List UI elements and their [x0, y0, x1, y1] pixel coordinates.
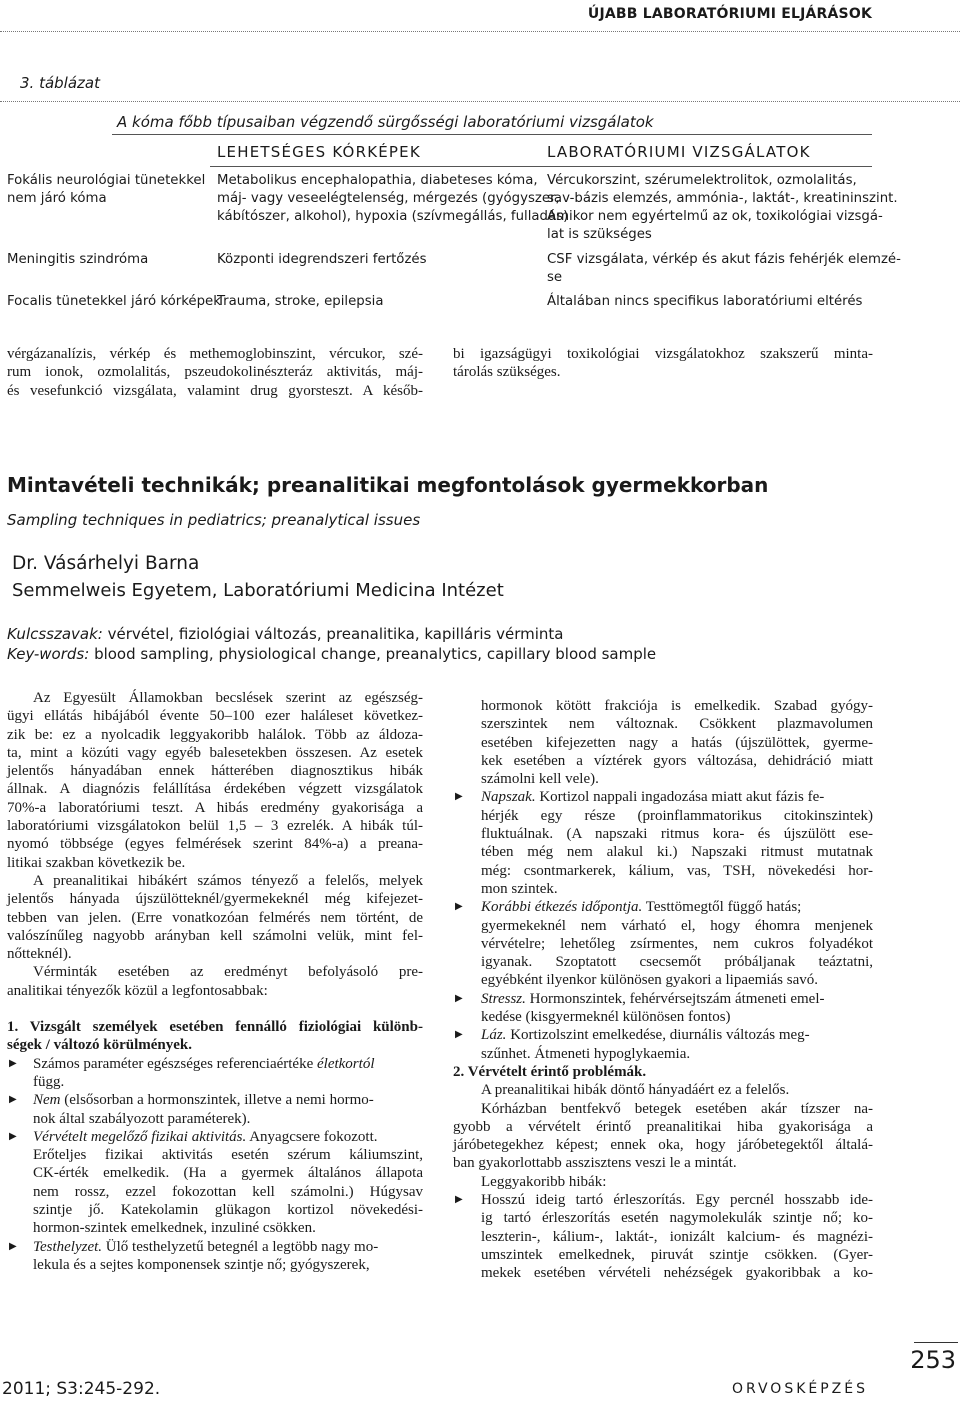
triangle-right-icon: ▶ [455, 1194, 463, 1206]
triangle-right-icon: ▶ [9, 1130, 17, 1142]
table-row-diagnosis: Központi idegrendszeri fertőzés [217, 252, 427, 267]
affiliation: Semmelweis Egyetem, Laboratóriumi Medicina Intézet [12, 580, 504, 601]
table-row-label: Fokális neurológiai tünetekkel nem járó kóma [7, 173, 206, 206]
triangle-right-icon: ▶ [455, 901, 463, 913]
table-row-lab: Vércukorszint, szérumelektrolitok, ozmolalitás, sav-bázis elemzés, ammónia-, laktát-, kreatininszint. Amikor nem egyértelmű az ok, toxikológiai vizsgá- lat is szükséges [547, 173, 898, 242]
prev-article-left: vérgázanalízis, vérkép és methemoglobinszint, vércukor, szé- rum ionok, ozmolalitás, pszeudokolinészteráz aktivitás, máj- és vesefunkció vizsgálata, valamint drug gyorsteszt. A későb- [7, 346, 423, 399]
list-item: ▶ Nem (elsősorban a hormonszintek, illetve a nemi hormo- nok által szabályozott paraméterek). [9, 1092, 374, 1127]
author: Dr. Vásárhelyi Barna [12, 553, 200, 574]
table-caption: A kóma főbb típusaiban végzendő sürgősségi laboratóriumi vizsgálatok [117, 113, 654, 131]
triangle-right-icon: ▶ [9, 1057, 17, 1069]
list-item: ▶ Testhelyzet. Ülő testhelyzetű betegnél a legtöbb nagy mo- lekula és a sejtes komponensek szintje nő; gyógyszerek, [9, 1238, 379, 1273]
section-heading: 1. Vizsgált személyek esetében fennálló fiziológiai különb- [7, 1019, 423, 1036]
list-item: ▶ Számos paraméter egészséges referenciaértéke életkortól függ. [9, 1055, 375, 1090]
header-divider [0, 31, 960, 32]
col-header-diagnoses: LEHETSÉGES KÓRKÉPEK [217, 143, 421, 161]
table-row-diagnosis: Metabolikus encephalopathia, diabeteses kóma, máj- vagy veseelégtelenség, mérgezés (gyógyszer, kábítószer, alkohol), hypoxia (szívmegállás, fulladás) [217, 173, 569, 224]
table-row-label: Focalis tünetekkel járó kórképek [7, 294, 221, 309]
header-rule [210, 166, 872, 167]
table-row-lab: Általában nincs specifikus laboratóriumi eltérés [547, 294, 863, 309]
article-subtitle: Sampling techniques in pediatrics; preanalytical issues [7, 511, 421, 529]
right-column: hormonok kötött frakciója is emelkedik. Szabad gyógy- szerszintek nem változnak. Csökkent plazmavolumen esetében kifejezetten nagy a hatás (újszülöttek, gyerme- kek esetében a víztérek gyors változása, dehidráció miatt számolni kell vele). ▶ Napszak. Kortizol nappali ingadozása miatt akut fázis fe- hérjék egy része (proinflammatorikus citokinszintek) fluktuálnak. (A napszaki ritmus kora- és újszülött ese- tében még nem alakul ki.) Napszaki ritmust mutatnak még: csontmarkerek, kálium, vas, TSH, növekedési hor- mon szintek. ▶ Korábbi étkezés időpontja. Testtömegtől függő hatás; gyermekeknél nem várható el, hogy éhomra menjenek vérvételre; lehetőleg zsírmentes, nem cukros folyadékot igyanak. Szoptatott csecsemőt próbáljanak teáztatni, egyébként ilyenkor különösen gyakori a lipaemiás savó. ▶ Stressz. Hormonszintek, fehérvérsejtszám átmeneti emel- kedése (kisgyermeknél különösen fontos) ▶ Láz. Kortizolszint emelkedése, diurnális változás meg- szűnhet. Átmeneti hypoglykaemia. 2. Vérvételt érintő problémák. A preanalitikai hibák döntő hányadáért ez a felelős. Kórházban bentfekvő betegek esetében akár tízszer na- gyobb a vérvételt érintő preanalitikai hiba gyakorisága a járóbetegekhez képest; ennek oka, hogy járóbetegektől általá- ban gyakorlottabb asszisztens veszi le a mintát. Leggyakoribb hibák: ▶ Hosszú ideig tartó érleszorítás. Egy percnél hosszabb ide- ig tartó érleszorítás esetén nagymolekulák szintje nő; ko- leszterin-, kálium-, laktát-, ionizált kalcium- és magnézi- umszintek emelkednek, piruvát szintje csökken. (Gyer- mekek esetében vérvételi nehézségek gyakoribbak a ko- [453, 698, 873, 1282]
citation: 2011; S3:245-292. [2, 1379, 161, 1399]
list-item: ▶ Korábbi étkezés időpontja. Testtömegtől függő hatás; gyermekeknél nem várható el, hogy éhomra menjenek vérvételre; lehetőleg zsírmentes, nem cukros folyadékot igyanak. Szoptatott csecsemőt próbáljanak teáztatni, egyébként ilyenkor különösen gyakori a lipaemiás savó. [455, 899, 873, 989]
section-heading: ségek / változó körülmények. [7, 1037, 192, 1054]
keywords-hu: Kulcsszavak: vérvétel, fiziológiai változás, preanalitika, kapilláris vérminta [7, 625, 564, 643]
paragraph: Az Egyesült Államokban becslések szerint az egészség- [33, 690, 423, 706]
triangle-right-icon: ▶ [455, 1029, 463, 1041]
col-header-lab-tests: LABORATÓRIUMI VIZSGÁLATOK [547, 143, 811, 161]
table-label: 3. táblázat [20, 74, 100, 92]
page-number: 253 [910, 1346, 956, 1374]
triangle-right-icon: ▶ [9, 1240, 17, 1252]
table-row-lab: CSF vizsgálata, vérkép és akut fázis fehérjék elemzé- se [547, 252, 901, 285]
table-row-diagnosis: Trauma, stroke, epilepsia [217, 294, 384, 309]
paragraph: hormonok kötött frakciója is emelkedik. Szabad gyógy- szerszintek nem változnak. Csökkent plazmavolumen esetében kifejezetten nagy a hatás (újszülöttek, gyerme- kek esetében a víztérek gyors változása, dehidráció miatt számolni kell vele). [481, 698, 873, 788]
table-divider [0, 101, 960, 102]
list-item: ▶ Vérvételt megelőző fizikai aktivitás. Anyagcsere fokozott. Erőteljes fizikai aktivitás esetén szérum káliumszint, CK-érték emelkedik. (Ha a gyermek általános állapota nem rossz, ezzel fokozottan kell számolni.) Húgysav szintje jő. Katekolamin glükagon kortizol növekedési- hormon-szintek emelkednek, inzuliné csökken. [9, 1128, 423, 1237]
list-item: ▶ Stressz. Hormonszintek, fehérvérsejtszám átmeneti emel- kedése (kisgyermeknél különösen fontos) [455, 990, 825, 1026]
triangle-right-icon: ▶ [9, 1094, 17, 1106]
triangle-right-icon: ▶ [455, 992, 463, 1004]
keywords-en: Key-words: blood sampling, physiological change, preanalytics, capillary blood sample [7, 645, 657, 663]
list-item: ▶ Napszak. Kortizol nappali ingadozása miatt akut fázis fe- hérjék egy része (proinflammatorikus citokinszintek) fluktuálnak. (A napszaki ritmus kora- és újszülött ese- tében még nem alakul ki.) Napszaki ritmust mutatnak még: csontmarkerek, kálium, vas, TSH, növekedési hor- mon szintek. [455, 789, 873, 897]
section-heading: 2. Vérvételt érintő problémák. [453, 1063, 647, 1080]
article-title: Mintavételi technikák; preanalitikai megfontolások gyermekkorban [7, 473, 769, 497]
page-number-rule [914, 1342, 958, 1343]
prev-article-right: bi igazságügyi toxikológiai vizsgálatokhoz szakszerű minta- tárolás szükséges. [453, 346, 873, 381]
running-head: ÚJABB LABORATÓRIUMI ELJÁRÁSOK [587, 6, 872, 22]
left-column: Az Egyesült Államokban becslések szerint az egészség- ügyi ellátás hibájából évente 50–100 ezer haláleset következ- zik be: ez a nyolcadik leggyakoribb halálok. Több az áldoza- ta, mint a közúti vagy egyéb balesetekben összesen. Az esetek jelentős hányadában ennek hátterében diagnosztikus hibák állnak. A diagnózis felállítása érdekében végzett vizsgálatok 70%-a laboratóriumi teszt. A hibás eredmény gyakorisága a laboratóriumi vizsgálatokon belül 1,5 – 3 ezrelék. A hibák túl- nyomó többsége (egyes felmérések szerint 84%-a) a preana- litikai szakban következik be. A preanalitikai hibákért számos tényező a felelős, melyek jelentős hányada újszülötteknél/gyermekeknél még kifejezet- tebben van jelen. (Erre vonatkozóan felmérés nem történt, de valószínűleg nagyobb arányban kell számolni velük, mint fel- nőtteknél). Vérminták esetében az eredményt befolyásoló pre- analitikai tényezők közül a legfontosabbak: 1. Vizsgált személyek esetében fennálló fiziológiai különb- ségek / változó körülmények. ▶ Számos paraméter egészséges referenciaértéke életkortól függ. ▶ Nem (elsősorban a hormonszintek, illetve a nemi hormo- nok által szabályozott paraméterek). ▶ Vérvételt megelőző fizikai aktivitás. Anyagcsere fokozott. Erőteljes fizikai aktivitás esetén szérum káliumszint, CK-érték emelkedik. (Ha a gyermek általános állapota nem rossz, ezzel fokozottan kell számolni.) Húgysav szintje jő. Katekolamin glükagon kortizol növekedési- hormon-szintek emelkednek, inzuliné csökken. ▶ Testhelyzet. Ülő testhelyzetű betegnél a legtöbb nagy mo- lekula és a sejtes komponensek szintje nő; gyógyszerek, [7, 690, 423, 1273]
list-item: ▶ Láz. Kortizolszint emelkedése, diurnális változás meg- szűnhet. Átmeneti hypoglykaemia. [455, 1027, 810, 1062]
triangle-right-icon: ▶ [455, 791, 463, 803]
table-row-label: Meningitis szindróma [7, 252, 149, 267]
list-item: ▶ Hosszú ideig tartó érleszorítás. Egy percnél hosszabb ide- ig tartó érleszorítás esetén nagymolekulák szintje nő; ko- leszterin-, kálium-, laktát-, ionizált kalcium- és magnézi- umszintek emelkednek, piruvát szintje csökken. (Gyer- mekek esetében vérvételi nehézségek gyakoribbak a ko- [455, 1192, 873, 1282]
journal-name: ORVOSKÉPZÉS [731, 1381, 868, 1397]
caption-rule [112, 134, 872, 135]
